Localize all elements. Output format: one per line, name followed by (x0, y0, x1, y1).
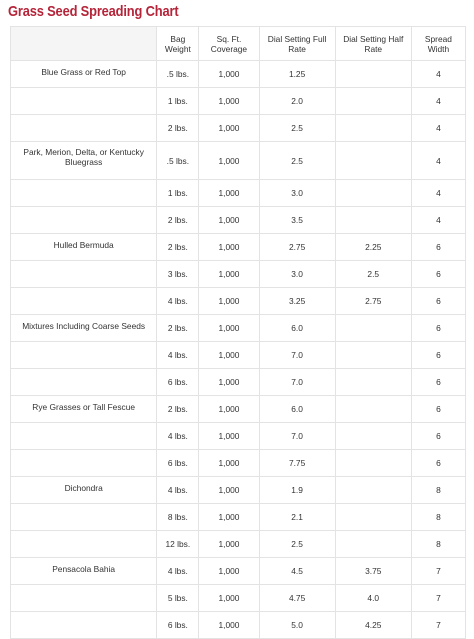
cell-coverage: 1,000 (199, 61, 259, 88)
cell-coverage: 1,000 (199, 261, 259, 288)
table-row (11, 504, 466, 531)
cell-spread-width: 8 (411, 477, 465, 504)
cell-coverage: 1,000 (199, 234, 259, 261)
cell-spread-width: 6 (411, 315, 465, 342)
cell-coverage: 1,000 (199, 115, 259, 142)
cell-full-rate: 2.5 (259, 115, 335, 142)
cell-half-rate (335, 477, 411, 504)
cell-grass-type (11, 88, 157, 115)
cell-half-rate (335, 115, 411, 142)
cell-coverage: 1,000 (199, 585, 259, 612)
cell-half-rate (335, 450, 411, 477)
cell-bag-weight: 8 lbs. (157, 504, 199, 531)
cell-grass-type (11, 450, 157, 477)
cell-spread-width: 6 (411, 423, 465, 450)
cell-spread-width: 6 (411, 261, 465, 288)
cell-half-rate: 2.25 (335, 234, 411, 261)
cell-full-rate: 6.0 (259, 396, 335, 423)
cell-grass-type: Mixtures Including Coarse Seeds (11, 315, 157, 342)
cell-half-rate: 4.0 (335, 585, 411, 612)
cell-full-rate: 1.25 (259, 61, 335, 88)
cell-bag-weight: 1 lbs. (157, 88, 199, 115)
table-row (11, 423, 466, 450)
cell-half-rate (335, 396, 411, 423)
cell-coverage: 1,000 (199, 88, 259, 115)
cell-spread-width: 7 (411, 612, 465, 639)
cell-bag-weight: 2 lbs. (157, 315, 199, 342)
table-row (11, 369, 466, 396)
cell-grass-type (11, 423, 157, 450)
cell-grass-type (11, 612, 157, 639)
table-row (11, 315, 466, 342)
cell-half-rate (335, 207, 411, 234)
cell-bag-weight: 5 lbs. (157, 585, 199, 612)
cell-spread-width: 6 (411, 234, 465, 261)
cell-bag-weight: 2 lbs. (157, 396, 199, 423)
cell-full-rate: 6.0 (259, 315, 335, 342)
cell-full-rate: 7.0 (259, 369, 335, 396)
cell-full-rate: 4.5 (259, 558, 335, 585)
cell-coverage: 1,000 (199, 477, 259, 504)
cell-coverage: 1,000 (199, 504, 259, 531)
cell-half-rate (335, 142, 411, 180)
header-bag-weight: Bag Weight (157, 27, 199, 61)
cell-grass-type (11, 585, 157, 612)
cell-grass-type: Park, Merion, Delta, or Kentucky Bluegrass (11, 142, 157, 180)
table-row (11, 288, 466, 315)
cell-grass-type: Dichondra (11, 477, 157, 504)
cell-half-rate: 2.75 (335, 288, 411, 315)
cell-coverage: 1,000 (199, 531, 259, 558)
cell-bag-weight: 2 lbs. (157, 234, 199, 261)
header-half-rate: Dial Setting Half Rate (335, 27, 411, 61)
cell-bag-weight: 4 lbs. (157, 558, 199, 585)
cell-bag-weight: 4 lbs. (157, 423, 199, 450)
cell-spread-width: 8 (411, 531, 465, 558)
table-row (11, 558, 466, 585)
cell-full-rate: 2.5 (259, 531, 335, 558)
cell-spread-width: 4 (411, 142, 465, 180)
cell-grass-type (11, 115, 157, 142)
cell-half-rate (335, 531, 411, 558)
cell-bag-weight: 4 lbs. (157, 342, 199, 369)
cell-grass-type (11, 207, 157, 234)
cell-half-rate: 2.5 (335, 261, 411, 288)
cell-spread-width: 6 (411, 342, 465, 369)
cell-grass-type (11, 531, 157, 558)
cell-coverage: 1,000 (199, 369, 259, 396)
cell-full-rate: 7.0 (259, 423, 335, 450)
table-row (11, 207, 466, 234)
cell-spread-width: 4 (411, 180, 465, 207)
cell-spread-width: 6 (411, 396, 465, 423)
table-row (11, 477, 466, 504)
table-row (11, 531, 466, 558)
table-row (11, 396, 466, 423)
header-row (11, 27, 466, 61)
cell-spread-width: 4 (411, 61, 465, 88)
cell-grass-type (11, 288, 157, 315)
cell-spread-width: 4 (411, 115, 465, 142)
cell-coverage: 1,000 (199, 396, 259, 423)
cell-full-rate: 7.0 (259, 342, 335, 369)
header-coverage: Sq. Ft. Coverage (199, 27, 259, 61)
cell-half-rate (335, 369, 411, 396)
table-row (11, 142, 466, 180)
cell-half-rate (335, 315, 411, 342)
cell-coverage: 1,000 (199, 180, 259, 207)
cell-half-rate (335, 423, 411, 450)
cell-spread-width: 4 (411, 88, 465, 115)
cell-full-rate: 4.75 (259, 585, 335, 612)
header-full-rate: Dial Setting Full Rate (259, 27, 335, 61)
cell-grass-type (11, 180, 157, 207)
cell-bag-weight: .5 lbs. (157, 61, 199, 88)
cell-full-rate: 2.75 (259, 234, 335, 261)
table-row (11, 115, 466, 142)
cell-half-rate: 4.25 (335, 612, 411, 639)
cell-coverage: 1,000 (199, 450, 259, 477)
seed-spreading-table (10, 26, 466, 639)
cell-half-rate (335, 504, 411, 531)
cell-half-rate (335, 88, 411, 115)
cell-full-rate: 2.5 (259, 142, 335, 180)
table-row (11, 585, 466, 612)
cell-spread-width: 4 (411, 207, 465, 234)
cell-full-rate: 1.9 (259, 477, 335, 504)
table-row (11, 180, 466, 207)
cell-coverage: 1,000 (199, 423, 259, 450)
cell-full-rate: 7.75 (259, 450, 335, 477)
cell-grass-type (11, 369, 157, 396)
cell-full-rate: 3.25 (259, 288, 335, 315)
cell-grass-type (11, 261, 157, 288)
cell-coverage: 1,000 (199, 142, 259, 180)
cell-spread-width: 6 (411, 288, 465, 315)
table-row (11, 612, 466, 639)
cell-bag-weight: 4 lbs. (157, 288, 199, 315)
cell-bag-weight: 1 lbs. (157, 180, 199, 207)
cell-spread-width: 8 (411, 504, 465, 531)
header-spread-width: Spread Width (411, 27, 465, 61)
cell-grass-type (11, 342, 157, 369)
cell-spread-width: 7 (411, 558, 465, 585)
cell-coverage: 1,000 (199, 612, 259, 639)
cell-spread-width: 6 (411, 450, 465, 477)
cell-full-rate: 5.0 (259, 612, 335, 639)
cell-grass-type: Rye Grasses or Tall Fescue (11, 396, 157, 423)
cell-half-rate (335, 180, 411, 207)
table-row (11, 234, 466, 261)
cell-grass-type: Pensacola Bahia (11, 558, 157, 585)
cell-spread-width: 7 (411, 585, 465, 612)
table-row (11, 88, 466, 115)
page-title: Grass Seed Spreading Chart (8, 3, 179, 20)
table-body (11, 61, 466, 639)
cell-coverage: 1,000 (199, 558, 259, 585)
cell-coverage: 1,000 (199, 288, 259, 315)
table-row (11, 342, 466, 369)
cell-bag-weight: 6 lbs. (157, 612, 199, 639)
cell-half-rate (335, 61, 411, 88)
cell-full-rate: 2.1 (259, 504, 335, 531)
cell-spread-width: 6 (411, 369, 465, 396)
cell-bag-weight: 3 lbs. (157, 261, 199, 288)
cell-grass-type: Blue Grass or Red Top (11, 61, 157, 88)
table-header (11, 27, 466, 61)
cell-full-rate: 3.5 (259, 207, 335, 234)
cell-coverage: 1,000 (199, 207, 259, 234)
table-row (11, 450, 466, 477)
cell-half-rate: 3.75 (335, 558, 411, 585)
cell-bag-weight: .5 lbs. (157, 142, 199, 180)
cell-bag-weight: 2 lbs. (157, 115, 199, 142)
cell-bag-weight: 6 lbs. (157, 369, 199, 396)
table-row (11, 261, 466, 288)
table-row (11, 61, 466, 88)
cell-grass-type: Hulled Bermuda (11, 234, 157, 261)
cell-bag-weight: 4 lbs. (157, 477, 199, 504)
cell-full-rate: 3.0 (259, 261, 335, 288)
cell-coverage: 1,000 (199, 342, 259, 369)
cell-half-rate (335, 342, 411, 369)
cell-full-rate: 2.0 (259, 88, 335, 115)
cell-bag-weight: 12 lbs. (157, 531, 199, 558)
cell-bag-weight: 6 lbs. (157, 450, 199, 477)
cell-grass-type (11, 504, 157, 531)
cell-bag-weight: 2 lbs. (157, 207, 199, 234)
header-grass-type (11, 27, 157, 61)
cell-full-rate: 3.0 (259, 180, 335, 207)
cell-coverage: 1,000 (199, 315, 259, 342)
